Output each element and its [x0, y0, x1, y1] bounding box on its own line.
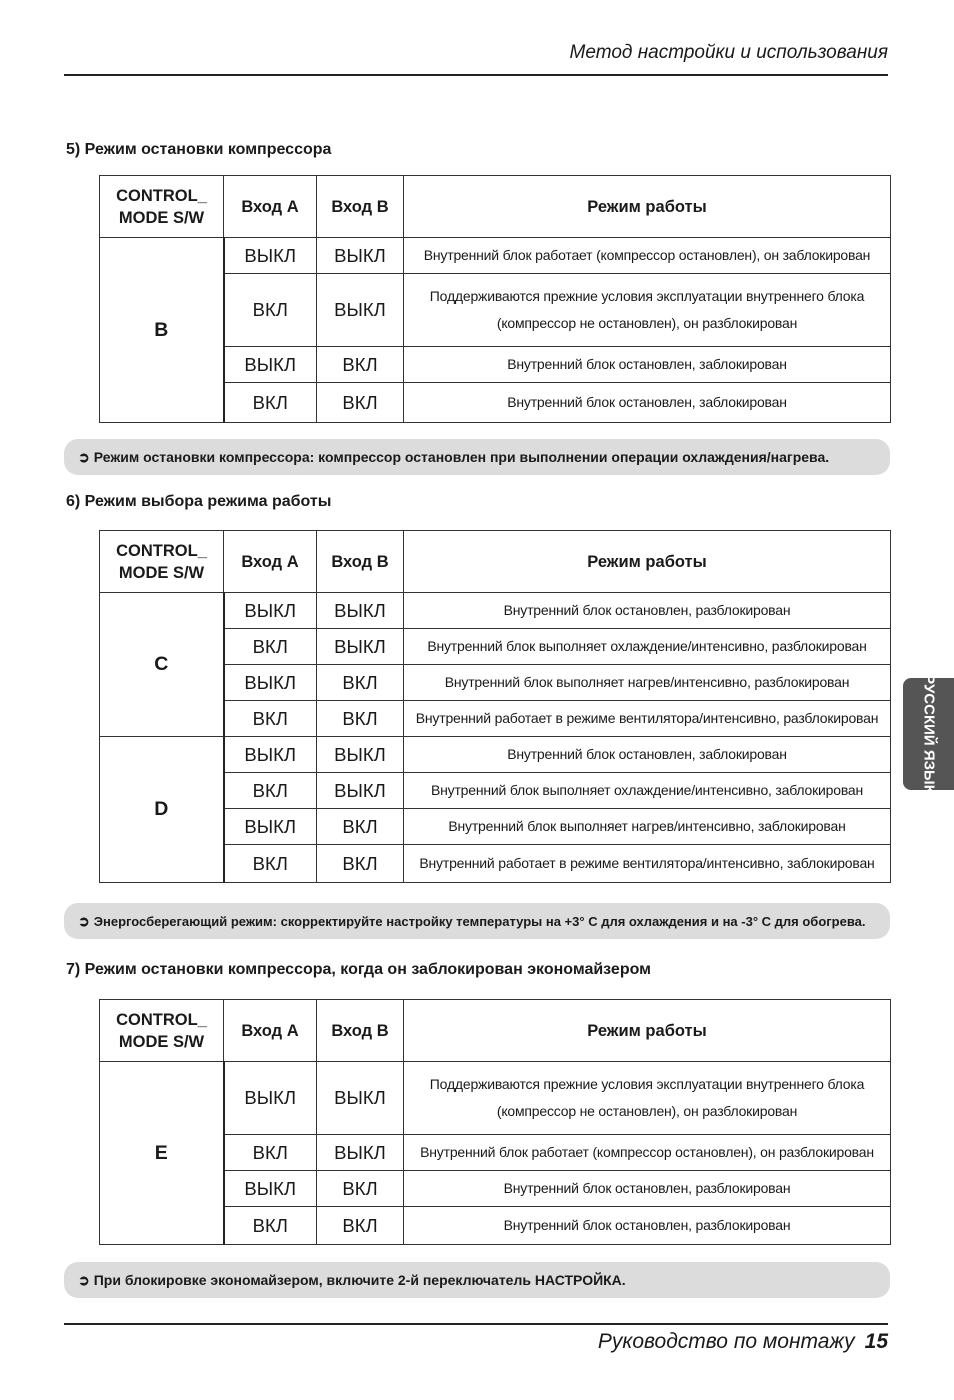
input-b-value: ВЫКЛ	[317, 1062, 404, 1135]
table-header-row	[100, 176, 891, 238]
column-header-input-a: Вход A	[224, 176, 317, 238]
column-header-input-a: Вход A	[224, 1000, 317, 1062]
footer-rule	[64, 1323, 888, 1325]
page-number: 15	[864, 1330, 888, 1353]
table-row	[100, 238, 891, 274]
column-header-mode: CONTROL_ MODE S/W	[100, 531, 224, 593]
column-header-input-a: Вход A	[224, 531, 317, 593]
section-7-title: 7) Режим остановки компрессора, когда он заблокирован экономайзером	[66, 961, 651, 978]
table-row	[100, 737, 891, 773]
operation-description: Внутренний блок остановлен, заблокирован	[404, 737, 891, 773]
input-a-value: ВЫКЛ	[224, 593, 317, 629]
page-header-title: Метод настройки и использования	[569, 42, 888, 63]
input-b-value: ВЫКЛ	[317, 238, 404, 274]
economizer-lock-table	[99, 999, 891, 1245]
input-a-value: ВКЛ	[224, 845, 317, 883]
language-side-tab	[903, 674, 954, 794]
input-a-value: ВЫКЛ	[224, 1171, 317, 1207]
section-5-title: 5) Режим остановки компрессора	[66, 141, 332, 158]
input-b-value: ВКЛ	[317, 665, 404, 701]
column-header-input-b: Вход B	[317, 531, 404, 593]
input-a-value: ВЫКЛ	[224, 737, 317, 773]
input-b-value: ВЫКЛ	[317, 274, 404, 347]
operation-description: Внутренний блок выполняет охлаждение/интенсивно, заблокирован	[404, 773, 891, 809]
operation-description: Внутренний блок остановлен, разблокирован	[404, 1207, 891, 1245]
page-footer	[598, 1330, 888, 1354]
input-a-value: ВЫКЛ	[224, 1062, 317, 1135]
input-a-value: ВКЛ	[224, 701, 317, 737]
operation-description: Внутренний блок остановлен, разблокирован	[404, 1171, 891, 1207]
mode-cell: B	[100, 238, 224, 423]
column-header-input-b: Вход B	[317, 176, 404, 238]
operation-description: Внутренний блок выполняет нагрев/интенсивно, разблокирован	[404, 665, 891, 701]
input-a-value: ВКЛ	[224, 1135, 317, 1171]
operation-description: Внутренний блок остановлен, заблокирован	[404, 383, 891, 423]
mode-cell: C	[100, 593, 224, 737]
right-arrow-icon: ➲	[78, 449, 90, 465]
operation-description: Внутренний блок выполняет нагрев/интенсивно, заблокирован	[404, 809, 891, 845]
input-b-value: ВКЛ	[317, 845, 404, 883]
input-a-value: ВЫКЛ	[224, 347, 317, 383]
input-b-value: ВКЛ	[317, 1207, 404, 1245]
compressor-stop-table	[99, 175, 891, 423]
operation-description: Внутренний блок остановлен, разблокирован	[404, 593, 891, 629]
input-a-value: ВЫКЛ	[224, 809, 317, 845]
column-header-operation: Режим работы	[404, 176, 891, 238]
column-header-operation: Режим работы	[404, 531, 891, 593]
input-a-value: ВЫКЛ	[224, 665, 317, 701]
operation-description: Внутренний работает в режиме вентилятора/интенсивно, заблокирован	[404, 845, 891, 883]
operation-description: Внутренний блок работает (компрессор остановлен), он заблокирован	[404, 238, 891, 274]
note-banner	[64, 1262, 890, 1298]
input-b-value: ВКЛ	[317, 701, 404, 737]
note-text: Режим остановки компрессора: компрессор остановлен при выполнении операции охлаждения/нагрева.	[93, 449, 830, 465]
operation-description: Внутренний блок остановлен, заблокирован	[404, 347, 891, 383]
mode-select-table	[99, 530, 891, 883]
footer-title: Руководство по монтажу	[597, 1330, 855, 1353]
table-row	[100, 1062, 891, 1135]
input-b-value: ВЫКЛ	[317, 593, 404, 629]
table-header-row	[100, 531, 891, 593]
input-b-value: ВЫКЛ	[317, 629, 404, 665]
input-b-value: ВЫКЛ	[317, 773, 404, 809]
header-rule	[64, 74, 888, 76]
side-tab-label: РУССКИЙ ЯЗЫК	[920, 674, 937, 794]
column-header-mode: CONTROL_ MODE S/W	[100, 176, 224, 238]
operation-description: Поддерживаются прежние условия эксплуатации внутреннего блока (компрессор не остановлен), он разблокирован	[404, 274, 891, 347]
note-banner	[64, 903, 890, 939]
input-b-value: ВКЛ	[317, 809, 404, 845]
input-a-value: ВКЛ	[224, 773, 317, 809]
operation-description: Внутренний блок выполняет охлаждение/интенсивно, разблокирован	[404, 629, 891, 665]
input-a-value: ВКЛ	[224, 383, 317, 423]
right-arrow-icon: ➲	[78, 1272, 90, 1288]
input-a-value: ВКЛ	[224, 629, 317, 665]
input-a-value: ВКЛ	[224, 1207, 317, 1245]
note-text: При блокировке экономайзером, включите 2-й переключатель НАСТРОЙКА.	[93, 1272, 626, 1288]
column-header-operation: Режим работы	[404, 1000, 891, 1062]
input-b-value: ВЫКЛ	[317, 737, 404, 773]
mode-cell: E	[100, 1062, 224, 1245]
input-a-value: ВКЛ	[224, 274, 317, 347]
table-row	[100, 593, 891, 629]
input-a-value: ВЫКЛ	[224, 238, 317, 274]
input-b-value: ВКЛ	[317, 1171, 404, 1207]
column-header-mode: CONTROL_ MODE S/W	[100, 1000, 224, 1062]
input-b-value: ВКЛ	[317, 383, 404, 423]
column-header-input-b: Вход B	[317, 1000, 404, 1062]
operation-description: Внутренний блок работает (компрессор остановлен), он разблокирован	[404, 1135, 891, 1171]
note-banner	[64, 439, 890, 475]
section-6-title: 6) Режим выбора режима работы	[66, 493, 332, 510]
note-text: Энергосберегающий режим: скорректируйте настройку температуры на +3° C для охлаждения и на -3° C для обогрева.	[93, 914, 866, 929]
table-header-row	[100, 1000, 891, 1062]
input-b-value: ВКЛ	[317, 347, 404, 383]
operation-description: Поддерживаются прежние условия эксплуатации внутреннего блока (компрессор не остановлен), он разблокирован	[404, 1062, 891, 1135]
input-b-value: ВЫКЛ	[317, 1135, 404, 1171]
right-arrow-icon: ➲	[78, 913, 90, 929]
operation-description: Внутренний работает в режиме вентилятора/интенсивно, разблокирован	[404, 701, 891, 737]
mode-cell: D	[100, 737, 224, 883]
